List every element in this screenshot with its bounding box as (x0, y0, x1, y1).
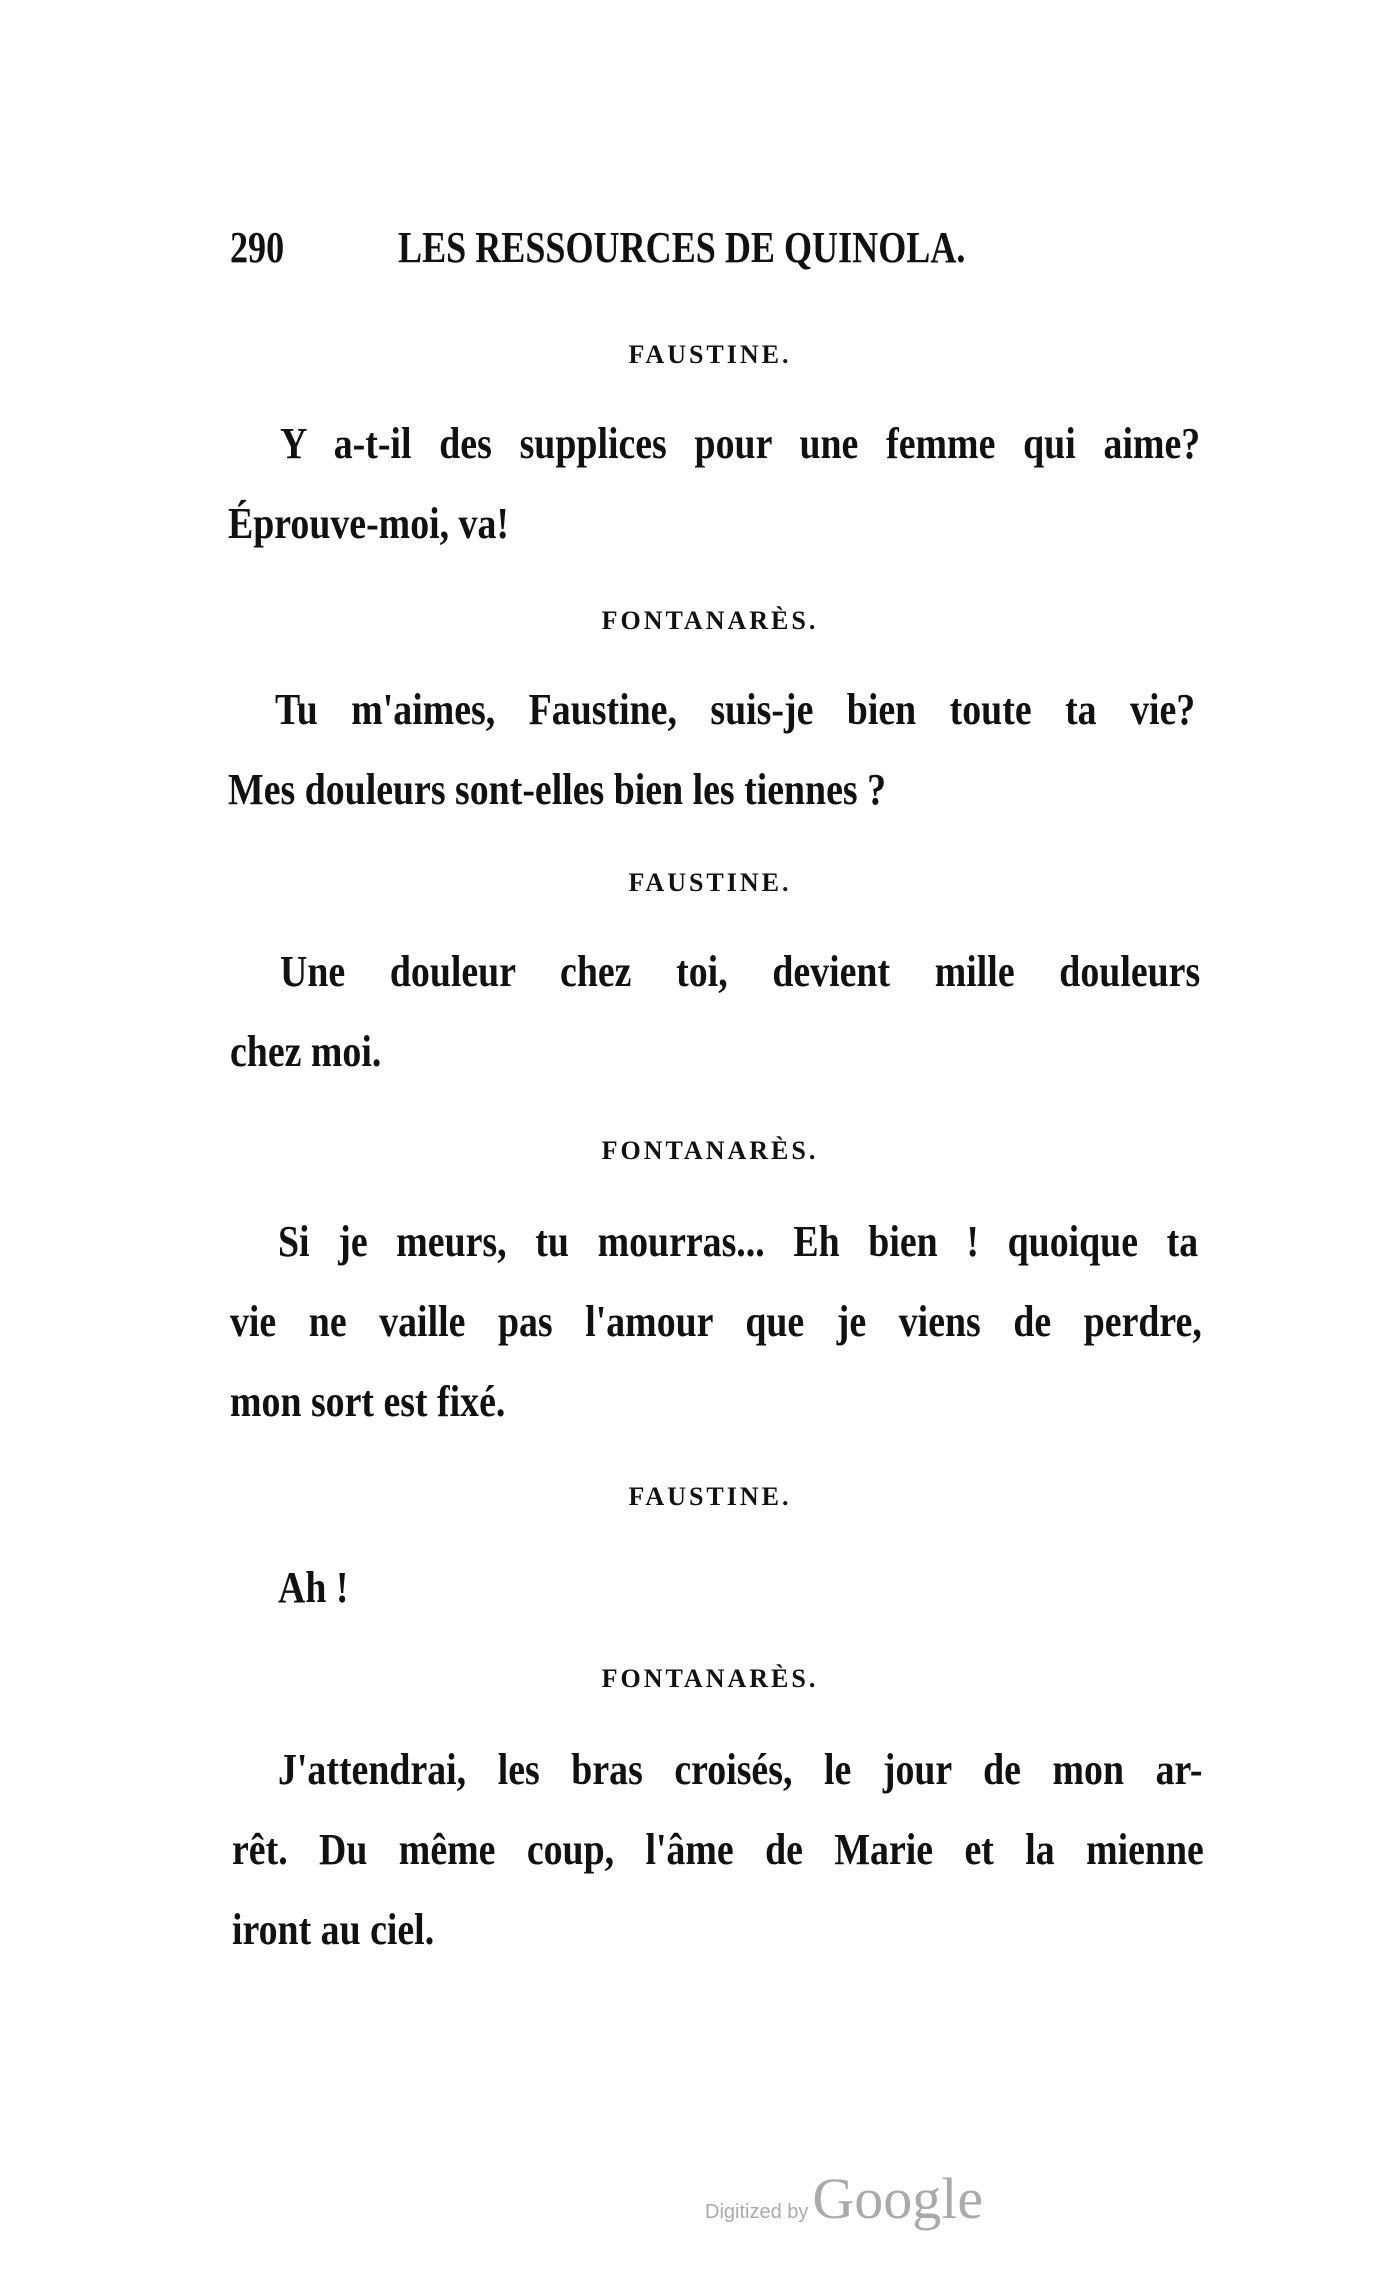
text-line: mon sort est fixé. (230, 1377, 506, 1426)
speaker-label: FONTANARÈS. (601, 1136, 819, 1165)
page-number: 290 (230, 223, 285, 272)
text-line: Éprouve-moi, va! (228, 499, 509, 548)
text-line: Une douleur chez toi, devient mille douleurs (280, 947, 1201, 996)
watermark-brand: Google (812, 2166, 984, 2231)
text-line: Tu m'aimes, Faustine, suis-je bien toute ta vie? (275, 685, 1196, 734)
text-line: Si je meurs, tu mourras... Eh bien ! quoique ta (278, 1217, 1199, 1266)
speaker-label: FAUSTINE. (628, 1482, 792, 1511)
text-line: Y a-t-il des supplices pour une femme qui aime? (280, 419, 1201, 468)
google-watermark (705, 2165, 983, 2232)
speaker-label: FONTANARÈS. (601, 1664, 819, 1693)
text-line: Ah ! (278, 1563, 349, 1612)
running-title: LES RESSOURCES DE QUINOLA. (398, 223, 966, 272)
speaker-label: FONTANARÈS. (601, 606, 819, 635)
text-line: Mes douleurs sont-elles bien les tiennes ? (228, 765, 886, 814)
text-line: chez moi. (230, 1027, 382, 1076)
text-line: J'attendrai, les bras croisés, le jour de mon ar- (278, 1745, 1203, 1794)
text-line: vie ne vaille pas l'amour que je viens de perdre, (230, 1297, 1202, 1346)
speaker-label: FAUSTINE. (628, 868, 792, 897)
text-line: rêt. Du même coup, l'âme de Marie et la mienne (232, 1825, 1204, 1874)
watermark-prefix: Digitized by (705, 2201, 809, 2223)
text-line: iront au ciel. (232, 1905, 435, 1954)
speaker-label: FAUSTINE. (628, 340, 792, 369)
